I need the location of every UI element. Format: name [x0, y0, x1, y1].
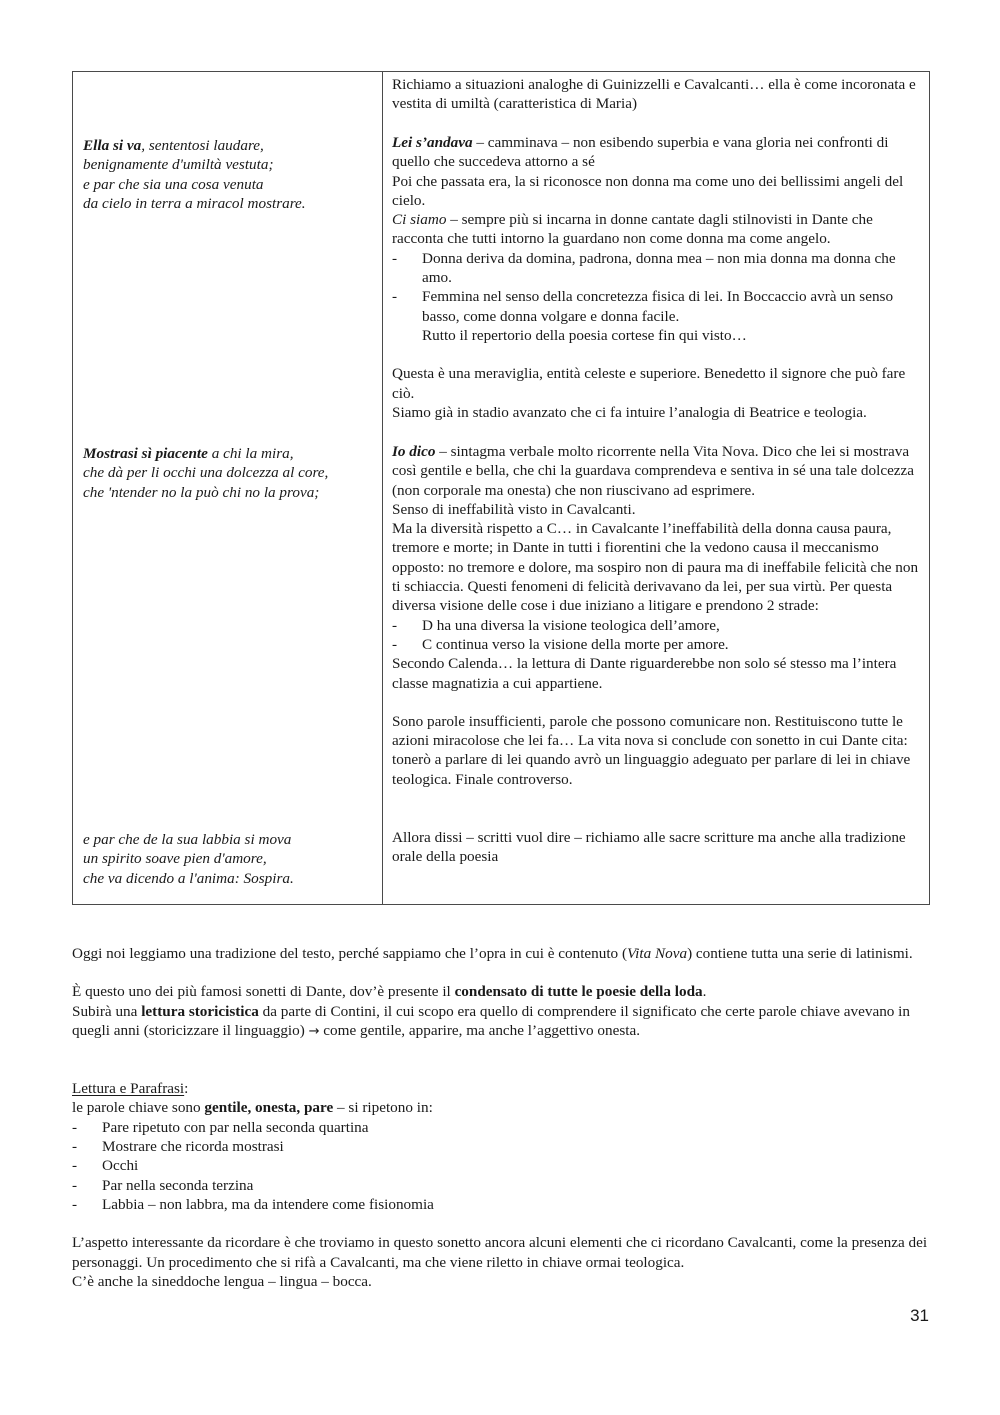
- verse-line: che va dicendo a l'anima: Sospira.: [83, 869, 294, 887]
- body-text-span: Subirà una: [72, 1002, 142, 1020]
- emphasis: condensato di tutte le poesie della loda: [454, 983, 703, 1001]
- list-item: [72, 1156, 932, 1175]
- commentary-text: – sempre più si incarna in donne cantate dagli stilnovisti in Dante che racconta che tutti intorno la guardano non come donna ma come angelo.: [392, 211, 873, 248]
- commentary-stanza-3: [392, 828, 921, 867]
- list-item-text: Donna deriva da domina, padrona, donna mea – non mia donna ma donna che amo.: [422, 249, 896, 287]
- body-paragraph: L’aspetto interessante da ricordare è che troviamo in questo sonetto ancora alcuni elementi che ci ricordano Cavalcanti, come la presenza dei personaggi. Un procedimento che si rifà a Cavalcanti, ma che viene riletto in chiave ormai teologica.: [72, 1234, 928, 1271]
- body-text-span: Oggi noi leggiamo una tradizione del testo, perché sappiamo che l’opra in cui è contenuto (: [72, 945, 628, 962]
- dash-bullet: -: [392, 616, 398, 634]
- verse-stanza-1: [83, 136, 376, 213]
- dash-bullet: -: [392, 635, 398, 653]
- list-item: [392, 287, 921, 326]
- verse-keyword: Mostrasi sì piacente: [83, 445, 208, 462]
- dash-bullet: -: [392, 249, 398, 267]
- list-item-text: Labbia – non labbra, ma da intendere come fisionomia: [102, 1195, 434, 1213]
- list-item: [72, 1195, 932, 1214]
- verse-stanza-2: [83, 444, 376, 502]
- verse-text: a chi la mira,: [207, 445, 294, 462]
- verse-line: e par che sia una cosa venuta: [83, 175, 264, 193]
- commentary-keyword: Lei s’andava: [392, 134, 473, 151]
- dash-bullet: -: [72, 1195, 78, 1213]
- commentary-paragraph: Poi che passata era, la si riconosce non donna ma come uno dei bellissimi angeli del cielo.: [392, 172, 904, 209]
- body-text: [72, 944, 932, 1291]
- list-item: [72, 1137, 932, 1156]
- list-item-text: Femmina nel senso della concretezza fisica di lei. In Boccaccio avrà un senso basso, come donna volgare e donna facile.: [422, 288, 894, 325]
- commentary-keyword: Io dico: [392, 443, 436, 460]
- list-item-text: C continua verso la visione della morte per amore.: [422, 635, 729, 653]
- body-text-span: – si ripetono in:: [333, 1099, 433, 1117]
- body-text-span: le parole chiave sono: [72, 1099, 205, 1117]
- commentary-keyword: Ci siamo: [392, 211, 447, 229]
- commentary-intro: [392, 75, 921, 114]
- verse-line: un spirito soave pien d'amore,: [83, 850, 267, 868]
- list-item-text: Occhi: [102, 1157, 139, 1175]
- body-paragraph: [72, 944, 932, 963]
- commentary-paragraph: Allora dissi – scritti vuol dire – richiamo alle sacre scritture ma anche alla tradizione orale della poesia: [392, 829, 906, 866]
- verse-line: benignamente d'umiltà vestuta;: [83, 156, 274, 174]
- commentary-paragraph: Questa è una meraviglia, entità celeste e superiore. Benedetto il signore che può fare ciò.: [392, 365, 906, 402]
- verse-line: [83, 444, 376, 463]
- commentary-paragraph: Ma la diversità rispetto a C… in Cavalcante l’ineffabilità della donna causa paura, tremore e morte; in Dante in tutti i fiorentini che la vedono causa il meccanismo opposto: no tremore e dolore, ma sospiro non di paura ma di ineffabile felicità che non ti schiaccia. Questi fenomeni di felicità derivavano da lei, per sua virtù. Per questa diversa visione delle cose i due iniziano a litigare e prendono 2 strade:: [392, 520, 919, 615]
- list-item: [72, 1176, 932, 1195]
- page-number: 31: [910, 1306, 929, 1325]
- dash-bullet: -: [72, 1157, 78, 1175]
- list-item: [392, 635, 921, 654]
- list-item: [72, 1118, 932, 1137]
- section-heading: [72, 1079, 932, 1098]
- verse-line: [83, 136, 376, 155]
- heading-colon: :: [184, 1080, 189, 1098]
- verse-line: che dà per li occhi una dolcezza al core,: [83, 464, 329, 482]
- commentary-paragraph: Senso di ineffabilità visto in Cavalcanti.: [392, 500, 636, 518]
- right-arrow-icon: →: [308, 1023, 320, 1039]
- commentary-stanza-1: [392, 133, 921, 422]
- body-paragraph: [72, 1098, 932, 1117]
- dash-bullet: -: [72, 1176, 78, 1194]
- body-text-span: È questo uno dei più famosi sonetti di Dante, dov’è presente il: [72, 983, 455, 1001]
- commentary-paragraph: Siamo già in stadio avanzato che ci fa intuire l’analogia di Beatrice e teologia.: [392, 403, 867, 421]
- body-paragraph: C’è anche la sineddoche lengua – lingua – bocca.: [72, 1272, 372, 1290]
- commentary-paragraph: [392, 442, 921, 500]
- list-item-text: D ha una diversa la visione teologica dell’amore,: [422, 616, 720, 634]
- verse-keyword: Ella si va: [83, 137, 142, 154]
- body-text-span: come gentile, apparire, ma anche l’aggettivo onesta.: [319, 1021, 640, 1039]
- verse-column: [73, 72, 383, 905]
- body-paragraph: [72, 1002, 932, 1042]
- commentary-text: – sintagma verbale molto ricorrente nella Vita Nova. Dico che lei si mostrava così gentile e bella, che chi la guardava comprendeva e sentiva in sé una tale dolcezza (non corporale ma onesta) che non riuscivano ad esprimere.: [392, 443, 915, 499]
- emphasis: gentile, onesta, pare: [204, 1099, 334, 1117]
- commentary-paragraph: [392, 210, 921, 249]
- book-title: Vita Nova: [627, 945, 688, 962]
- commentary-paragraph: Secondo Calenda… la lettura di Dante riguarderebbe non solo sé stesso ma l’intera classe magnatizia a cui appartiene.: [392, 655, 897, 692]
- list-item-text: Mostrare che ricorda mostrasi: [102, 1138, 284, 1156]
- commentary-paragraph: [392, 133, 921, 172]
- body-text-span: ) contiene tutta una serie di latinismi.: [687, 945, 913, 962]
- list-item: [392, 249, 921, 288]
- verse-line: da cielo in terra a miracol mostrare.: [83, 194, 306, 212]
- commentary-text: – camminava – non esibendo superbia e vana gloria nei confronti di quello che succedeva attorno a sé: [392, 134, 889, 171]
- list-item: [392, 616, 921, 635]
- emphasis: lettura storicistica: [141, 1002, 259, 1020]
- dash-bullet: -: [72, 1138, 78, 1156]
- sonnet-commentary-table: [72, 71, 930, 905]
- list-item-text: Par nella seconda terzina: [102, 1176, 254, 1194]
- commentary-column: [383, 72, 930, 905]
- verse-text: , sententosi laudare,: [141, 137, 264, 154]
- dash-bullet: -: [392, 288, 398, 306]
- commentary-stanza-2: [392, 442, 921, 789]
- list-item-continuation: Rutto il repertorio della poesia cortese fin qui visto…: [422, 326, 747, 344]
- list-item-text: Pare ripetuto con par nella seconda quartina: [102, 1118, 369, 1136]
- dash-bullet: -: [72, 1118, 78, 1136]
- commentary-paragraph: Sono parole insufficienti, parole che possono comunicare non. Restituiscono tutte le azioni miracolose che lei fa… La vita nova si conclude con sonetto in cui Dante cita: tonerò a parlare di lei quando avrò un linguaggio adeguato per parlare di lei in chiave teologica. Finale controverso.: [392, 712, 911, 788]
- body-paragraph: [72, 982, 932, 1001]
- verse-stanza-3: [83, 830, 376, 888]
- verse-line: che 'ntender no la può chi no la prova;: [83, 483, 320, 501]
- body-text-span: .: [702, 983, 707, 1001]
- verse-line: e par che de la sua labbia si mova: [83, 831, 292, 848]
- body-text-span: da parte di Contini, il cui scopo era quello di comprendere il significato che certe parole chiave avevano in quegli anni (storicizzare il linguaggio): [72, 1002, 910, 1039]
- heading-text: Lettura e Parafrasi: [72, 1080, 185, 1098]
- commentary-paragraph: Richiamo a situazioni analoghe di Guinizzelli e Cavalcanti… ella è come incoronata e vestita di umiltà (caratteristica di Maria): [392, 76, 916, 113]
